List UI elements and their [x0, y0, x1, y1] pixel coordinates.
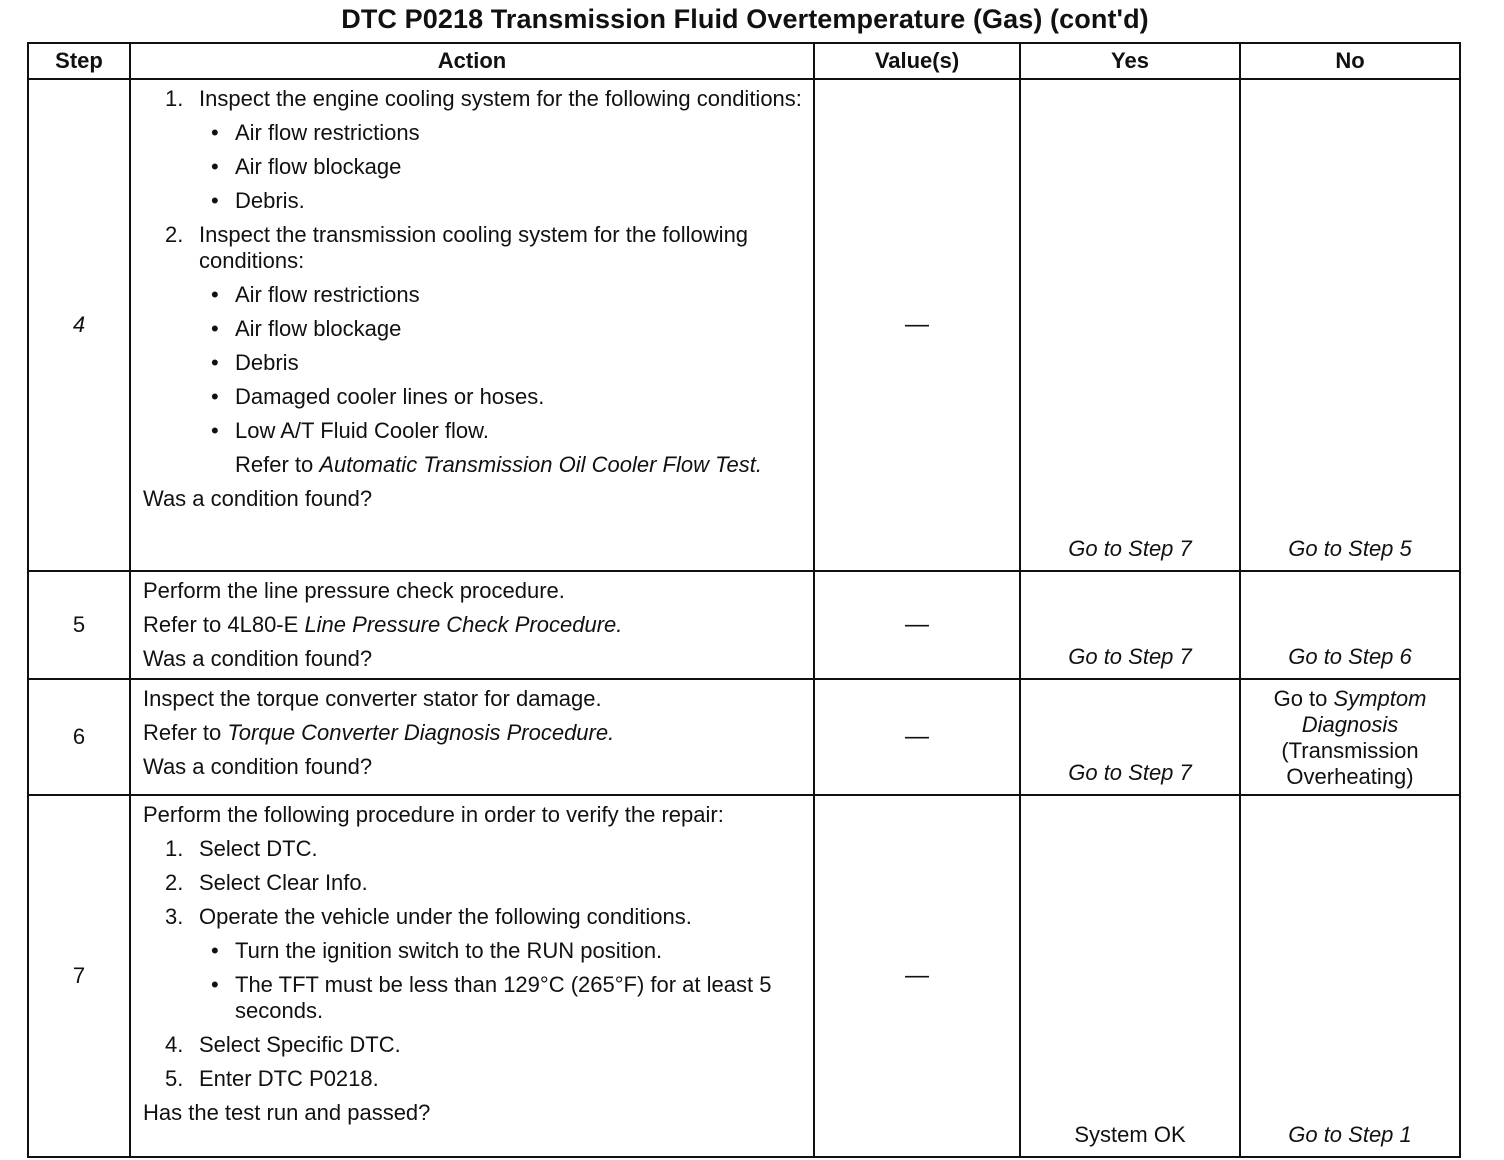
table-header-row [28, 43, 1460, 79]
no-cell[interactable]: Go to Step 1 [1240, 795, 1460, 1157]
item-text: Air flow restrictions [235, 282, 420, 307]
action-cell [130, 795, 814, 1157]
question: Has the test run and passed? [143, 1100, 431, 1125]
bullet-icon: • [211, 120, 219, 145]
table-row-step-4 [28, 79, 1460, 571]
no-cell[interactable]: Go to Step 5 [1240, 79, 1460, 571]
list-item [165, 222, 803, 274]
action-cell [130, 679, 814, 795]
list-item [211, 316, 803, 342]
page-title: DTC P0218 Transmission Fluid Overtemperature (Gas) (cont'd) [341, 4, 1149, 34]
bullet-icon: • [211, 384, 219, 409]
question: Was a condition found? [143, 486, 373, 511]
value-cell: — [814, 679, 1020, 795]
item-text: Operate the vehicle under the following conditions. [199, 904, 692, 929]
item-number: 5. [165, 1066, 184, 1091]
item-number: 1. [165, 836, 184, 861]
list-item [211, 350, 803, 376]
item-text: Damaged cooler lines or hoses. [235, 384, 545, 409]
header-step: Step [28, 43, 130, 79]
refer-prefix: Refer to 4L80-E [143, 612, 305, 637]
question: Was a condition found? [143, 646, 373, 671]
item-number: 2. [165, 870, 184, 895]
refer-prefix: Refer to [143, 720, 228, 745]
item-text: Inspect the transmission cooling system for the following conditions: [199, 222, 749, 273]
action-text: Inspect the torque converter stator for damage. [143, 686, 602, 711]
yes-cell[interactable]: System OK [1020, 795, 1240, 1157]
item-number: 4. [165, 1032, 184, 1057]
list-item [211, 384, 803, 410]
value-cell: — [814, 79, 1020, 571]
item-text: Debris [235, 350, 299, 375]
item-text: Select Clear Info. [199, 870, 368, 895]
refer-link[interactable]: Automatic Transmission Oil Cooler Flow Test. [319, 452, 762, 477]
action-cell [130, 79, 814, 571]
bullet-icon: • [211, 282, 219, 307]
no-suffix: Overheating) [1286, 764, 1414, 789]
refer-note [235, 452, 803, 478]
diagnostic-table [27, 42, 1461, 1158]
bullet-icon: • [211, 154, 219, 179]
no-prefix: Go to [1273, 686, 1334, 711]
table-row-step-7 [28, 795, 1460, 1157]
list-item [165, 836, 803, 862]
list-item [211, 418, 803, 444]
yes-cell[interactable]: Go to Step 7 [1020, 79, 1240, 571]
item-text: Air flow restrictions [235, 120, 420, 145]
list-item [211, 120, 803, 146]
no-suffix: (Transmission [1281, 738, 1419, 763]
no-cell[interactable]: Go to Step 6 [1240, 571, 1460, 679]
list-item [211, 188, 803, 214]
action-text: Perform the line pressure check procedure. [143, 578, 565, 603]
item-number: 1. [165, 86, 184, 111]
no-link[interactable]: Symptom [1333, 686, 1427, 711]
list-item [165, 86, 803, 112]
table-row-step-6 [28, 679, 1460, 795]
question: Was a condition found? [143, 754, 373, 779]
item-text: Air flow blockage [235, 154, 402, 179]
item-text: Debris. [235, 188, 305, 213]
bullet-icon: • [211, 938, 219, 963]
yes-cell[interactable]: Go to Step 7 [1020, 679, 1240, 795]
yes-cell[interactable]: Go to Step 7 [1020, 571, 1240, 679]
value-cell: — [814, 571, 1020, 679]
action-text: Perform the following procedure in order to verify the repair: [143, 802, 724, 827]
refer-link[interactable]: Line Pressure Check Procedure. [304, 612, 623, 637]
list-item [165, 1066, 803, 1092]
header-no: No [1240, 43, 1460, 79]
item-text: Select DTC. [199, 836, 318, 861]
action-cell [130, 571, 814, 679]
item-text: Turn the ignition switch to the RUN position. [235, 938, 663, 963]
header-values: Value(s) [814, 43, 1020, 79]
no-link[interactable]: Diagnosis [1301, 712, 1399, 737]
item-number: 3. [165, 904, 184, 929]
list-item [165, 904, 803, 930]
bullet-icon: • [211, 418, 219, 443]
list-item [211, 972, 803, 1024]
refer-prefix: Refer to [235, 452, 320, 477]
list-item [165, 1032, 803, 1058]
item-text: Inspect the engine cooling system for the following conditions: [199, 86, 802, 111]
bullet-icon: • [211, 316, 219, 341]
no-line [1241, 686, 1459, 712]
bullet-icon: • [211, 188, 219, 213]
list-item [211, 938, 803, 964]
item-number: 2. [165, 222, 184, 247]
refer-link[interactable]: Torque Converter Diagnosis Procedure. [227, 720, 615, 745]
step-number: 7 [28, 795, 130, 1157]
bullet-icon: • [211, 972, 219, 997]
refer-note [143, 720, 803, 746]
item-text: Low A/T Fluid Cooler flow. [235, 418, 489, 443]
step-number: 5 [28, 571, 130, 679]
step-number: 4 [28, 79, 130, 571]
table-row-step-5 [28, 571, 1460, 679]
item-text: Enter DTC P0218. [199, 1066, 379, 1091]
header-action: Action [130, 43, 814, 79]
refer-note [143, 612, 803, 638]
value-cell: — [814, 795, 1020, 1157]
item-text: The TFT must be less than 129°C (265°F) for at least 5 seconds. [235, 972, 772, 1023]
list-item [211, 154, 803, 180]
list-item [211, 282, 803, 308]
step-number: 6 [28, 679, 130, 795]
list-item [165, 870, 803, 896]
item-text: Select Specific DTC. [199, 1032, 401, 1057]
header-yes: Yes [1020, 43, 1240, 79]
item-text: Air flow blockage [235, 316, 402, 341]
bullet-icon: • [211, 350, 219, 375]
no-cell[interactable] [1240, 679, 1460, 795]
